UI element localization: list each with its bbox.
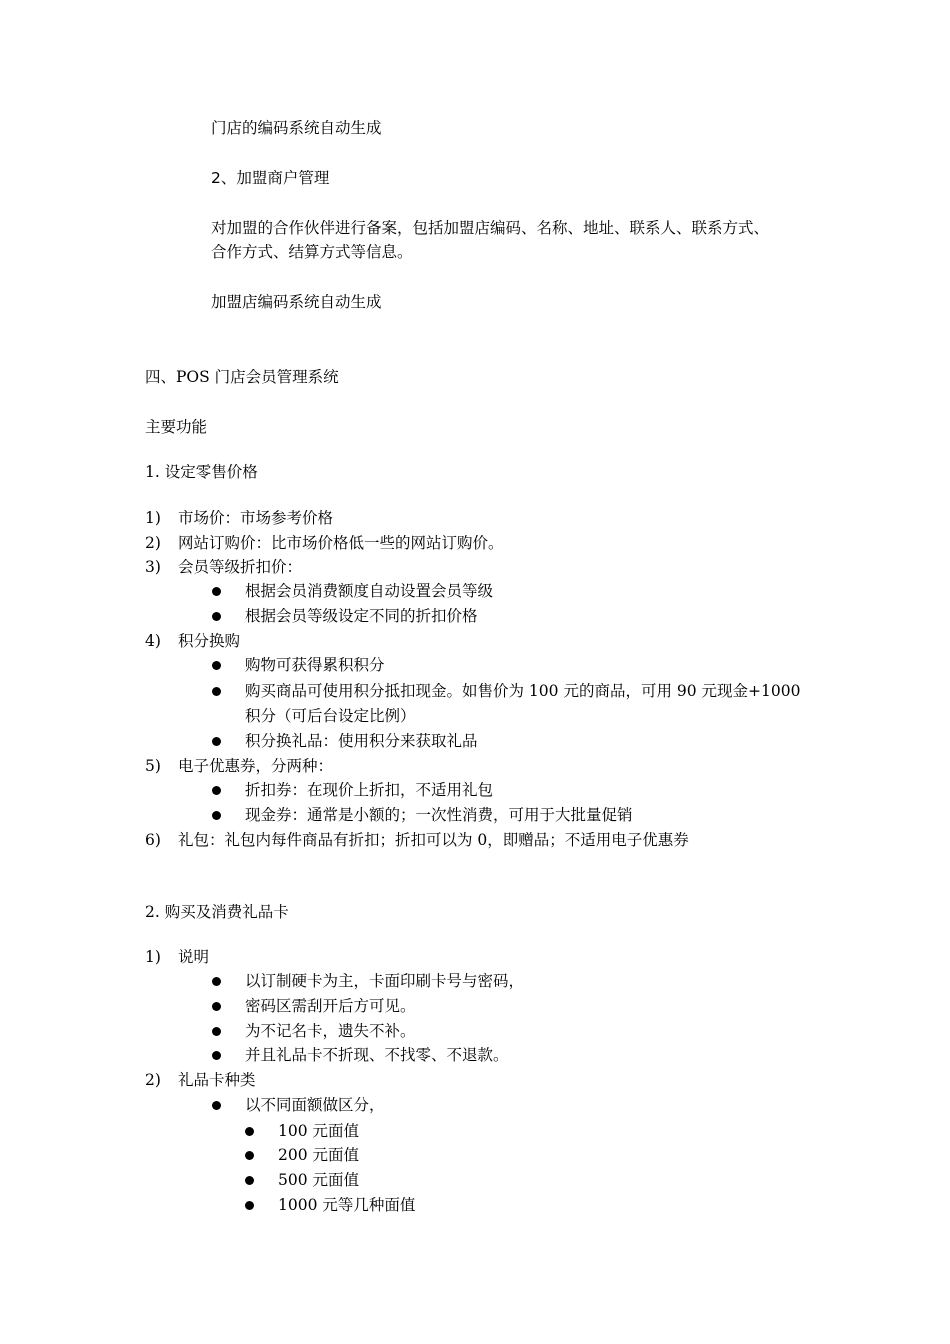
bullet-icon — [245, 1176, 254, 1185]
section-heading: 四、POS 门店会员管理系统 — [145, 368, 339, 386]
list-number: 5) — [145, 757, 161, 775]
bullet-icon — [212, 786, 221, 795]
list-item: 市场价：市场参考价格 — [178, 509, 334, 527]
list-item: 礼包：礼包内每件商品有折扣；折扣可以为 0，即赠品；不适用电子优惠券 — [178, 831, 689, 849]
bullet-item: 并且礼品卡不折现、不找零、不退款。 — [245, 1046, 509, 1064]
bullet-icon — [212, 1002, 221, 1011]
list-number: 6) — [145, 831, 161, 849]
subheading: 2. 购买及消费礼品卡 — [145, 903, 289, 921]
bullet-icon — [212, 977, 221, 986]
bullet-item: 购买商品可使用积分抵扣现金。如售价为 100 元的商品，可用 90 元现金+1000 — [245, 682, 801, 700]
list-item: 电子优惠券，分两种： — [178, 757, 334, 775]
bullet-item: 以订制硬卡为主，卡面印刷卡号与密码， — [245, 972, 525, 990]
list-number: 1) — [145, 948, 161, 966]
subheading: 1. 设定零售价格 — [145, 463, 258, 481]
bullet-icon — [212, 587, 221, 596]
bullet-item: 以不同面额做区分， — [245, 1096, 385, 1114]
list-item: 说明 — [178, 948, 210, 966]
list-item: 积分换购 — [178, 632, 241, 650]
bullet-icon — [212, 811, 221, 820]
bullet-icon — [212, 1101, 221, 1110]
list-number: 2) — [145, 1071, 161, 1089]
bullet-icon — [212, 612, 221, 621]
paragraph: 主要功能 — [145, 418, 208, 436]
bullet-icon — [212, 661, 221, 670]
bullet-item: 根据会员消费额度自动设置会员等级 — [245, 582, 494, 600]
sub-bullet-item: 1000 元等几种面值 — [278, 1196, 416, 1214]
bullet-item: 密码区需刮开后方可见。 — [245, 997, 416, 1015]
list-number: 3) — [145, 558, 161, 576]
sub-bullet-item: 200 元面值 — [278, 1146, 360, 1164]
bullet-item: 折扣券：在现价上折扣，不适用礼包 — [245, 781, 494, 799]
bullet-icon — [212, 1027, 221, 1036]
bullet-icon — [212, 1051, 221, 1060]
bullet-item-continuation: 积分（可后台设定比例） — [245, 707, 416, 725]
list-number: 2) — [145, 534, 161, 552]
bullet-item: 积分换礼品：使用积分来获取礼品 — [245, 732, 478, 750]
bullet-item: 为不记名卡，遗失不补。 — [245, 1022, 416, 1040]
sub-bullet-item: 500 元面值 — [278, 1171, 360, 1189]
list-number: 1) — [145, 509, 161, 527]
paragraph: 门店的编码系统自动生成 — [211, 119, 382, 137]
bullet-item: 现金券：通常是小额的；一次性消费，可用于大批量促销 — [245, 806, 633, 824]
list-item: 网站订购价：比市场价格低一些的网站订购价。 — [178, 534, 504, 552]
paragraph: 加盟店编码系统自动生成 — [211, 293, 382, 311]
bullet-item: 购物可获得累积积分 — [245, 656, 385, 674]
list-item: 会员等级折扣价： — [178, 558, 303, 576]
list-number: 4) — [145, 632, 161, 650]
bullet-icon — [245, 1151, 254, 1160]
subheading: 2、加盟商户管理 — [211, 169, 330, 187]
bullet-icon — [212, 737, 221, 746]
sub-bullet-item: 100 元面值 — [278, 1122, 360, 1140]
bullet-item: 根据会员等级设定不同的折扣价格 — [245, 607, 478, 625]
bullet-icon — [245, 1127, 254, 1136]
list-item: 礼品卡种类 — [178, 1071, 256, 1089]
paragraph: 合作方式、结算方式等信息。 — [211, 243, 413, 261]
bullet-icon — [245, 1201, 254, 1210]
bullet-icon — [212, 687, 221, 696]
paragraph: 对加盟的合作伙伴进行备案，包括加盟店编码、名称、地址、联系人、联系方式、 — [211, 219, 770, 237]
